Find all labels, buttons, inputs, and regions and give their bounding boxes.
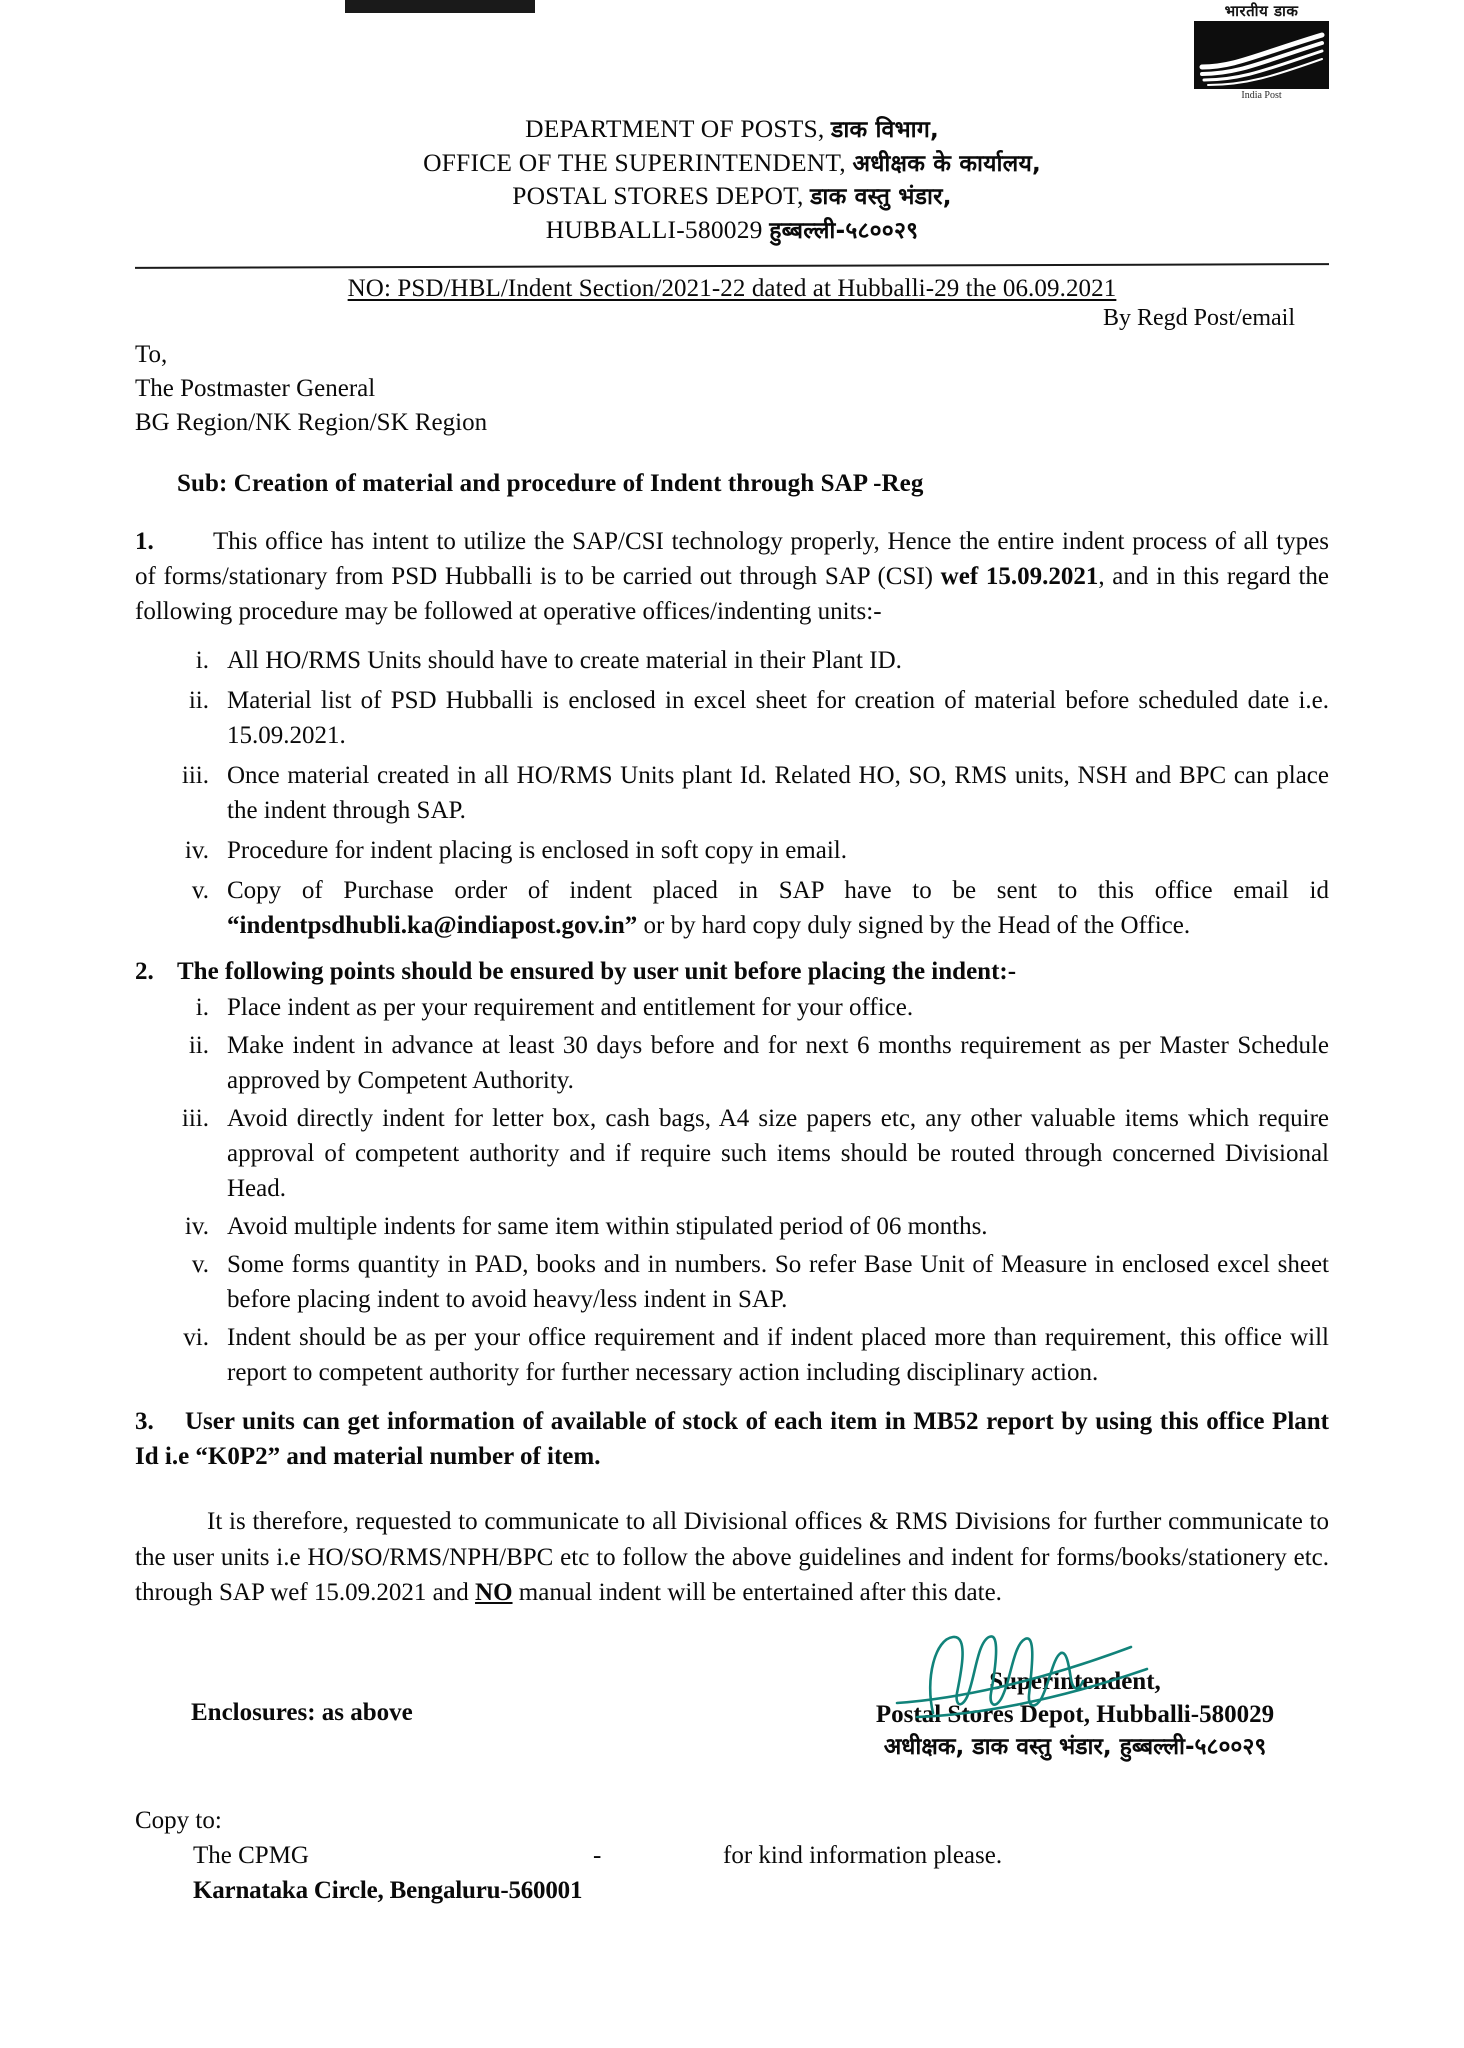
list-item bbox=[135, 1320, 1329, 1390]
copy-to-recipient: The CPMG bbox=[193, 1841, 309, 1869]
list-text-before: Copy of Purchase order of indent placed in SAP have to be sent to this office email id bbox=[227, 876, 1329, 904]
list-marker: iv. bbox=[184, 1213, 209, 1241]
list-item bbox=[135, 643, 1329, 678]
reference-number-line bbox=[135, 275, 1329, 303]
list-item bbox=[135, 1028, 1329, 1098]
email-address: “indentpsdhubli.ka@indiapost.gov.in” bbox=[227, 911, 638, 939]
list-text-after: or by hard copy duly signed by the Head of the Office. bbox=[637, 911, 1191, 939]
list-text: Indent should be as per your office requirement and if indent placed more than requirement, this office will report to competent authority for further necessary action including disciplinary action. bbox=[227, 1324, 1329, 1387]
list-item bbox=[135, 758, 1329, 828]
paragraph-3-text: User units can get information of available of stock of each item in MB52 report by using this office Plant Id i.e “K0P2” and material number of item. bbox=[135, 1408, 1329, 1471]
paragraph-2-text: The following points should be ensured by user unit before placing the indent:- bbox=[177, 957, 1017, 985]
signatory-office-hindi: अधीक्षक, डाक वस्तु भंडार, हुब्बल्ली-५८००२९ bbox=[883, 1733, 1267, 1760]
list-item bbox=[135, 873, 1329, 943]
list-item bbox=[135, 683, 1329, 753]
closing-emphasis: NO bbox=[475, 1579, 513, 1607]
reference-number-text: NO: PSD/HBL/Indent Section/2021-22 dated at Hubballi-29 the 06.09.2021 bbox=[347, 274, 1117, 302]
list-marker: ii. bbox=[188, 686, 209, 714]
enclosures-note: Enclosures: as above bbox=[191, 1698, 413, 1726]
letterhead-line-3-hi: डाक वस्तु भंडार, bbox=[810, 184, 952, 211]
list-marker: iii. bbox=[181, 1105, 209, 1133]
header-divider bbox=[135, 263, 1329, 269]
addressee-line-2: BG Region/NK Region/SK Region bbox=[135, 408, 488, 436]
letterhead-line-4 bbox=[135, 213, 1329, 247]
list-text: Some forms quantity in PAD, books and in numbers. So refer Base Unit of Measure in enclosed excel sheet before placing indent to avoid heavy/less indent in SAP. bbox=[227, 1251, 1329, 1314]
list-marker: i. bbox=[195, 994, 209, 1022]
closing-body bbox=[135, 1504, 1329, 1611]
list-text: Place indent as per your requirement and entitlement for your office. bbox=[227, 994, 914, 1022]
list-marker: iii. bbox=[181, 761, 209, 789]
paragraph-1-number: 1. bbox=[135, 527, 154, 555]
list-marker: ii. bbox=[188, 1032, 209, 1060]
copy-to-dash: - bbox=[593, 1841, 602, 1869]
paragraph-3-number: 3. bbox=[135, 1408, 154, 1436]
list-item bbox=[135, 1247, 1329, 1317]
logo-hindi-label: भारतीय डाक bbox=[1224, 2, 1299, 20]
addressee-line-1: The Postmaster General bbox=[135, 374, 376, 402]
letterhead-line-3-en: POSTAL STORES DEPOT, bbox=[512, 181, 804, 211]
to-label: To, bbox=[135, 340, 168, 368]
subject-line: Sub: Creation of material and procedure of Indent through SAP -Reg bbox=[177, 469, 924, 497]
letterhead-line-1-en: DEPARTMENT OF POSTS, bbox=[525, 114, 825, 143]
list-text: Once material created in all HO/RMS Units plant Id. Related HO, SO, RMS units, NSH and BPC can place the indent through SAP. bbox=[227, 761, 1329, 824]
letterhead-line-1-hi: डाक विभाग, bbox=[831, 117, 939, 143]
list-text: Avoid directly indent for letter box, cash bags, A4 size papers etc, any other valuable items which require approval of competent authority and if require such items should be routed through concerned Divisional Head. bbox=[227, 1105, 1329, 1203]
copy-to-block bbox=[135, 1803, 1329, 1908]
paragraph-1 bbox=[135, 524, 1329, 629]
letterhead-line-1 bbox=[135, 112, 1329, 146]
list-text: Material list of PSD Hubballi is enclosed in excel sheet for creation of material before scheduled date i.e. 15.09.2021. bbox=[227, 686, 1329, 749]
list-item bbox=[135, 1209, 1329, 1244]
signatory-designation: Superintendent, bbox=[989, 1667, 1161, 1695]
letterhead-line-3 bbox=[135, 179, 1329, 213]
letterhead-line-2-en: OFFICE OF THE SUPERINTENDENT, bbox=[423, 147, 846, 177]
list-marker: i. bbox=[195, 646, 209, 674]
signature-block bbox=[135, 1637, 1329, 1787]
paragraph-3 bbox=[135, 1404, 1329, 1474]
delivery-mode: By Regd Post/email bbox=[1103, 304, 1295, 331]
copy-to-note: for kind information please. bbox=[723, 1841, 1003, 1869]
list-text: Avoid multiple indents for same item within stipulated period of 06 months. bbox=[227, 1213, 988, 1241]
list-text bbox=[227, 873, 1329, 943]
signatory-office: Postal Stores Depot, Hubballi-580029 bbox=[875, 1701, 1275, 1729]
copy-to-row bbox=[135, 1838, 1329, 1873]
list-text: Procedure for indent placing is enclosed in soft copy in email. bbox=[227, 836, 847, 864]
copy-to-label: Copy to: bbox=[135, 1806, 222, 1834]
list-marker: vi. bbox=[183, 1324, 209, 1352]
paragraph-2-number: 2. bbox=[135, 957, 154, 985]
closing-text-b: manual indent will be entertained after this date. bbox=[512, 1579, 1002, 1607]
paragraph-2-heading bbox=[135, 955, 1329, 989]
paragraph-1-text-a: This office has intent to utilize the SAP/CSI technology properly, Hence the entire indent process of all types of forms/stationary from PSD Hubballi is to be carried out through SAP (CSI) bbox=[135, 527, 1329, 590]
paragraph-1-text-b: , and in this regard the following procedure may be followed at operative offices/indenting units:- bbox=[135, 562, 1329, 625]
logo-mark-icon bbox=[1194, 21, 1329, 89]
list-item bbox=[135, 833, 1329, 868]
list-marker: v. bbox=[191, 876, 209, 904]
procedure-list bbox=[135, 643, 1329, 943]
paragraph-1-bold: wef 15.09.2021 bbox=[940, 562, 1099, 590]
letterhead-line-2 bbox=[135, 146, 1329, 180]
addressee-block bbox=[135, 338, 1329, 440]
list-marker: iv. bbox=[184, 836, 209, 864]
logo-english-label: India Post bbox=[1241, 90, 1282, 101]
letterhead bbox=[135, 0, 1329, 247]
list-item bbox=[135, 990, 1329, 1025]
closing-text-a: It is therefore, requested to communicate to all Divisional offices & RMS Divisions for further communicate to the user units i.e HO/SO/RMS/NPH/BPC etc to follow the above guidelines and indent for forms/books/stationery etc. through SAP wef 15.09.2021 and bbox=[135, 1508, 1329, 1607]
list-text: All HO/RMS Units should have to create material in their Plant ID. bbox=[227, 646, 902, 674]
letterhead-line-2-hi: अधीक्षक के कार्यालय, bbox=[852, 150, 1041, 177]
signatory-details bbox=[845, 1665, 1305, 1763]
closing-paragraph bbox=[135, 1504, 1329, 1611]
list-text: Make indent in advance at least 30 days before and for next 6 months requirement as per Master Schedule approved by Competent Authority. bbox=[227, 1032, 1329, 1095]
letterhead-line-4-hi: हुब्बल्ली-५८००२९ bbox=[769, 217, 919, 244]
list-item bbox=[135, 1101, 1329, 1206]
requirements-list bbox=[135, 990, 1329, 1390]
paragraph-1-body bbox=[135, 524, 1329, 629]
list-marker: v. bbox=[191, 1251, 209, 1279]
india-post-logo bbox=[1179, 4, 1344, 101]
copy-to-address: Karnataka Circle, Bengaluru-560001 bbox=[193, 1876, 583, 1904]
letterhead-line-4-en: HUBBALLI-580029 bbox=[545, 214, 763, 244]
